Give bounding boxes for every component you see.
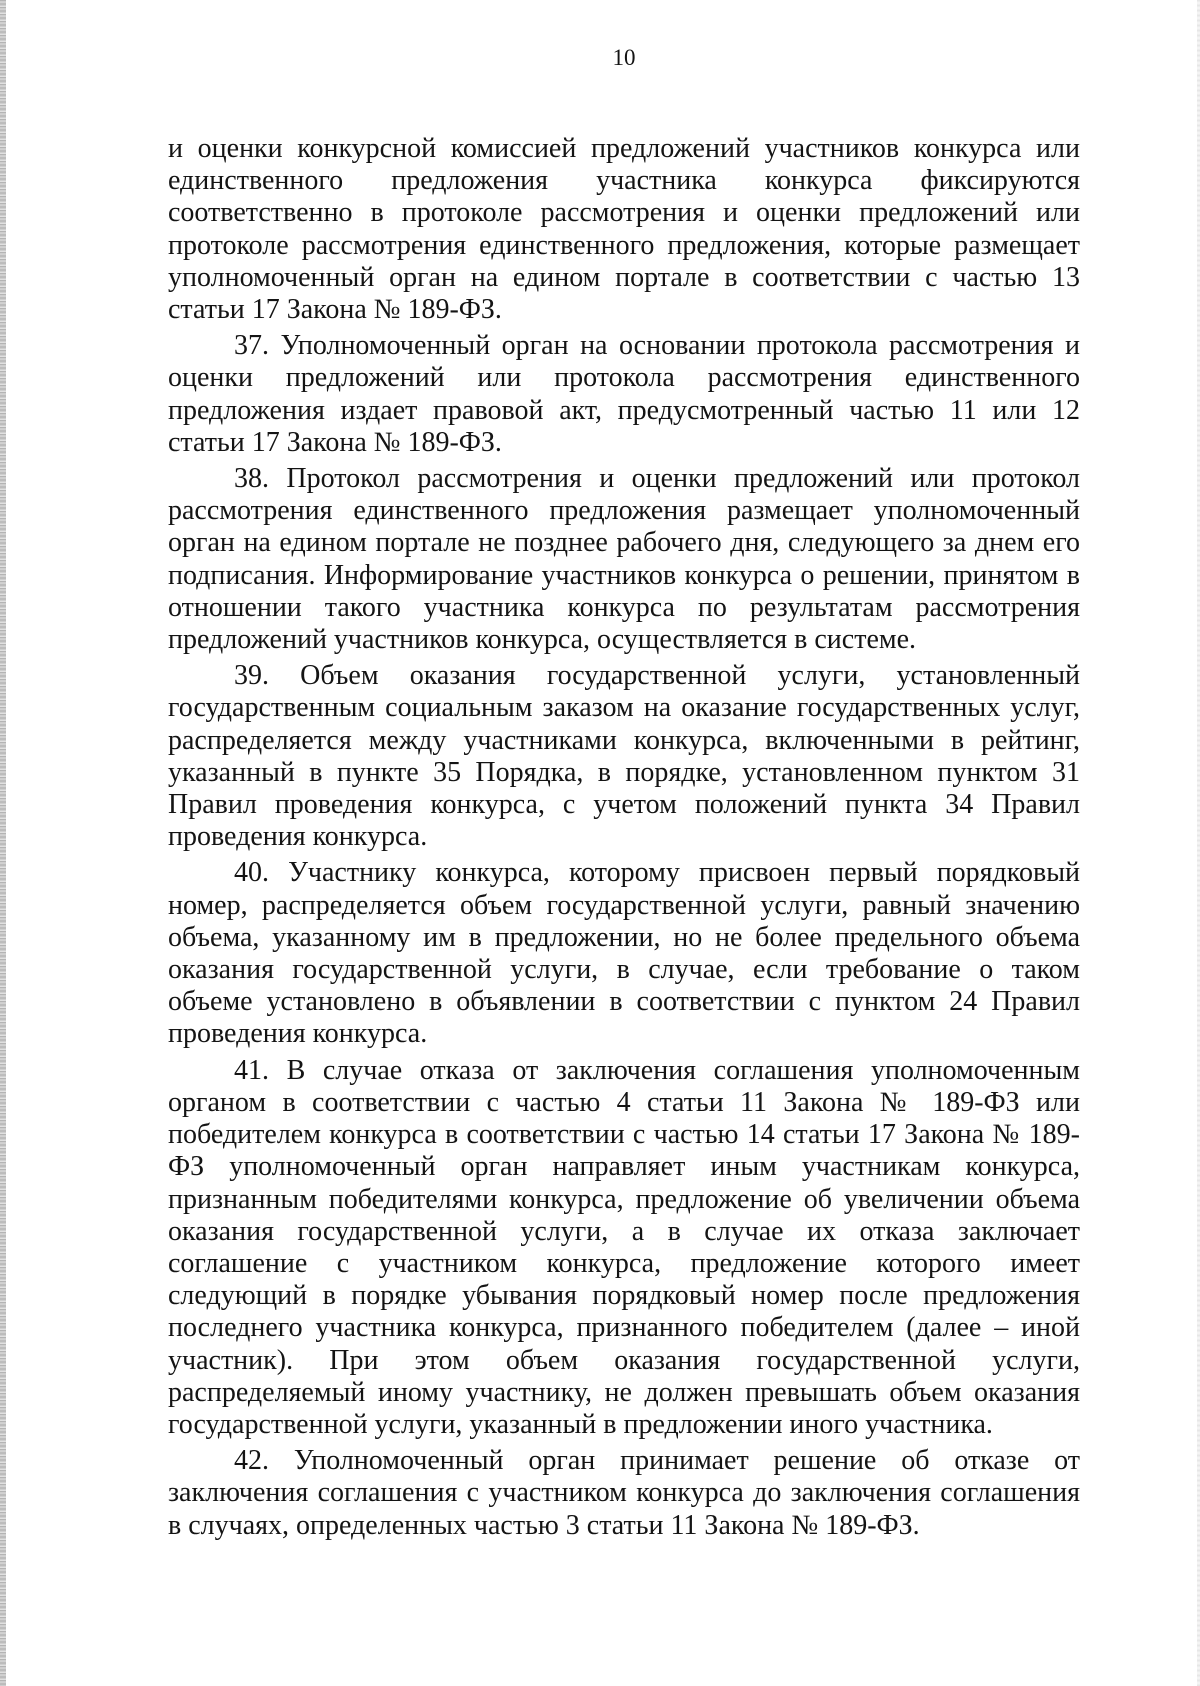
- paragraph-continuation: и оценки конкурсной комиссией предложений участников конкурса или единственного предложения участника конкурса фиксируются соответственно в протоколе рассмотрения и оценки предложений или протоколе рассмотрения единственного предложения, которые размещает уполномоченный орган на едином портале в соответствии с частью 13 статьи 17 Закона № 189-ФЗ.: [168, 133, 1080, 326]
- paragraph-40: 40. Участнику конкурса, которому присвоен первый порядковый номер, распределяется объем государственной услуги, равный значению объема, указанному им в предложении, но не более предельного объема оказания государственной услуги, в случае, если требование о таком объеме установлено в объявлении в соответствии с пунктом 24 Правил проведения конкурса.: [168, 857, 1080, 1050]
- paragraph-38: 38. Протокол рассмотрения и оценки предложений или протокол рассмотрения единственного предложения размещает уполномоченный орган на едином портале не позднее рабочего дня, следующего за днем его подписания. Информирование участников конкурса о решении, принятом в отношении такого участника конкурса по результатам рассмотрения предложений участников конкурса, осуществляется в системе.: [168, 463, 1080, 656]
- paragraph-39: 39. Объем оказания государственной услуги, установленный государственным социальным заказом на оказание государственных услуг, распределяется между участниками конкурса, включенными в рейтинг, указанный в пункте 35 Порядка, в порядке, установленном пунктом 31 Правил проведения конкурса, с учетом положений пункта 34 Правил проведения конкурса.: [168, 660, 1080, 853]
- paragraph-37: 37. Уполномоченный орган на основании протокола рассмотрения и оценки предложений или протокола рассмотрения единственного предложения издает правовой акт, предусмотренный частью 11 или 12 статьи 17 Закона № 189-ФЗ.: [168, 330, 1080, 458]
- document-page: [168, 45, 1080, 1542]
- scan-left-edge: [0, 0, 6, 1686]
- paragraph-41: 41. В случае отказа от заключения соглашения уполномоченным органом в соответствии с частью 4 статьи 11 Закона № 189-ФЗ или победителем конкурса в соответствии с частью 14 статьи 17 Закона № 189-ФЗ уполномоченный орган направляет иным участникам конкурса, признанным победителями конкурса, предложение об увеличении объема оказания государственной услуги, а в случае их отказа заключает соглашение с участником конкурса, предложение которого имеет следующий в порядке убывания порядковый номер после предложения последнего участника конкурса, признанного победителем (далее – иной участник). При этом объем оказания государственной услуги, распределяемый иному участнику, не должен превышать объем оказания государственной услуги, указанный в предложении иного участника.: [168, 1054, 1080, 1440]
- page-number: 10: [612, 45, 636, 70]
- paragraph-42: 42. Уполномоченный орган принимает решение об отказе от заключения соглашения с участником конкурса до заключения соглашения в случаях, определенных частью 3 статьи 11 Закона № 189-ФЗ.: [168, 1445, 1080, 1541]
